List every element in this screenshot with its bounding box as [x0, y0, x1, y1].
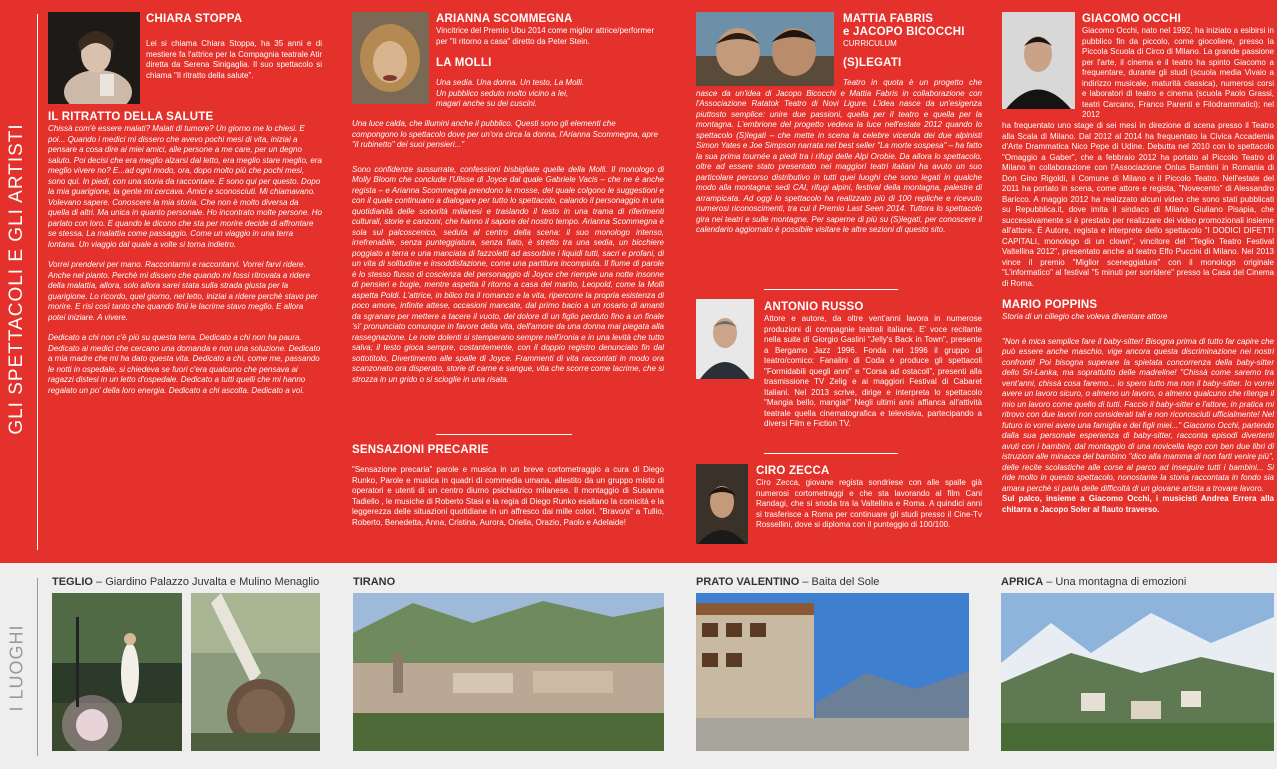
prato-valentino-photo — [696, 593, 969, 751]
aprica-photo — [1001, 593, 1274, 751]
giacomo-occhi-text-2: ha frequentato uno stage di sei mesi in direzione di scena presso il Teatro alla Scala di Milano. Dal 2012 al 2014 ha frequentato la Civica Accademia d'Arte Drammatica Nico Pepe di Udine. Debutta nel 2010 con lo spettacolo "Omaggio a Gaber", che a febbraio 2012 ha portato al Piccolo Teatro di Milano in collaborazione con l'Associazione Onlus Bambini in Romania di Don Gino Rigoldi, il Comune di Milano e il Piccolo Teatro. Nell'estate del 2011 ha portato in scena, come attore e regista, "Novecento" di Alessandro Baricco. A maggio 2012 ha realizzato alcuni video che sono stati pubblicati su Repubblica.it, dove imita il sindaco di Milano Giuliano Pisapia, che successivamente si è prestato per realizzare dei video promozionali insieme all'attore. È Autore, regista e interprete dello spettacolo "I DODICI DIFETTI CAPITALI, monologo di un clown", vincitore del "Teglio Teatro Festival Valtellina 2012", presentato anche al teatro Elfo Puccini di Milano. Nel 2013 vince il premio "Miglior sceneggiatura" con il monologo originale "L'informatico" al festival "5 minuti per sorridere" presso la Casa del Cinema di Roma. — [1002, 121, 1274, 288]
ciro-zecca-block — [756, 465, 982, 531]
sensazioni-precarie-text: "Sensazione precaria" parole e musica in un breve cortometraggio a cura di Diego Runko, Parole e musica in quadri di commedia umana, allestito da un gruppo misto di operatori e utenti di un centro diurno psichiatrico milanese. Il montaggio di Susanna Tadiello , le musiche di Roberto Stasi e la regia di Diego Runko esaltano la comicità e la leggerezza delle situazioni quotidiane in un affresco dai mille colori. "Bravo/a" a Tullio, Roberto, Benedetta, Anna, Cristina, Aurora, Oriella, Orazio, Paolo e Adelaide! — [352, 465, 664, 527]
artists-divider — [37, 14, 38, 550]
antonio-russo-name: ANTONIO RUSSO — [764, 301, 864, 313]
la-molli-text-block — [352, 119, 664, 385]
mattia-fabris-name: MATTIA FABRIS — [843, 13, 934, 25]
ciro-zecca-name: CIRO ZECCA — [756, 465, 830, 477]
chiara-stoppa-photo — [48, 12, 140, 104]
slegati-text-block — [696, 78, 982, 236]
place-label-aprica: APRICA – Una montagna di emozioni — [1001, 576, 1187, 588]
arianna-scommegna-bio-block — [436, 13, 664, 110]
fabris-bicocchi-photo — [696, 12, 834, 86]
separator-line — [436, 434, 572, 435]
teglio-garden-photo — [52, 593, 182, 751]
giacomo-occhi-photo — [1002, 12, 1075, 109]
ritratto-salute-text-3: Dedicato a chi non c'è più su questa terra. Dedicato a chi non ha paura. Dedicato ai medici che cercano una domanda e non una soluzione. Dedicato a mia madre che mi ha dato questa vita. Dedicato a chi, come me, passando le notti in ospedale, si chiedeva se fuori c'era qualcuno che pensava ai ragazzi distesi in un letto d'ospedale. Dedicato a tutti quelli che mi hanno regalato un po' della loro energia. Dedicato a chi ascolta. Dedicato a voi. — [48, 333, 321, 395]
giacomo-occhi-name: GIACOMO OCCHI — [1082, 13, 1182, 25]
antonio-russo-block — [764, 301, 982, 430]
arianna-scommegna-bio: Vincitrice del Premio Ubu 2014 come miglior attrice/performer per "Il ritorno a casa" diretto da Peter Stein. — [436, 26, 655, 46]
chiara-stoppa-bio-block — [146, 13, 322, 81]
places-divider — [37, 578, 38, 756]
sensazioni-precarie-block — [352, 444, 664, 528]
place-label-tirano: TIRANO — [353, 576, 396, 588]
la-molli-poem: Una sedia. Una donna. Un testo, La Molli. Un pubblico seduto molto vicino a lei, magari anche su dei cuscini. — [436, 78, 585, 108]
chiara-stoppa-bio: Lei si chiama Chiara Stoppa, ha 35 anni e di mestiere fa l'attrice per la Compagnia teatrale Atir diretta da Serena Sinigaglia. Il suo spettacolo si chiama "Il ritratto della salute". — [146, 39, 322, 80]
ciro-zecca-photo — [696, 464, 748, 544]
chiara-stoppa-show-block — [48, 111, 322, 396]
slegati-text: Teatro in quota è un progetto che nasce da un'idea di Jacopo Bicocchi e Mattia Fabris in collaborazione con l'Associazione Ratatok Teatro di Novi Ligure. L'idea nasce da un'esigenza piuttosto semplice: unire due passioni, quella per il teatro e quella per la montagna. L'embrione del progetto vedeva la luce nell'estate 2012 quando lo spettacolo (S)legati – che mette in scena la celebre vicenda dei due alpinisti Simon Yates e Joe Simpson narrata nel best seller "La morte sospesa" – ha fatto la sua prima tournée a piedi tra i rifugi delle Alpi Orobie. Da allora lo spettacolo, oltre ad essere stato presentato nei maggiori teatri italiani ha avuto un suo particolare percorso distributivo in tutti quei luoghi che sono legati in qualche modo alla montagna: sedi CAI, rifugi alpini, festival della montagna, palestre di arrampicata. Ad oggi lo spettacolo ha realizzato più di 100 repliche e ricevuto numerosi riconoscimenti, tra cui il Premio Last Seen 2014. Tuttora lo spettacolo gira nei teatri e sulle montagne. Per saperne di più su (S)legati, per conoscere il calendario aggiornato è possibile visitare le altre sezioni di questo sito. — [696, 78, 982, 234]
mario-poppins-title: MARIO POPPINS — [1002, 299, 1098, 311]
ritratto-salute-title: IL RITRATTO DELLA SALUTE — [48, 111, 214, 123]
place-label-prato-valentino: PRATO VALENTINO – Baita del Sole — [696, 576, 880, 588]
fabris-bicocchi-header — [843, 13, 983, 70]
jacopo-bicocchi-name: e JACOPO BICOCCHI — [843, 26, 965, 38]
artists-section-title: GLI SPETTACOLI E GLI ARTISTI — [6, 123, 27, 435]
chiara-stoppa-name: CHIARA STOPPA — [146, 13, 243, 25]
la-molli-text-1: Una luce calda, che illumini anche il pubblico. Questi sono gli elementi che compongono lo spettacolo dove per un'ora circa la donna, l'Arianna Scommegna, apre "il rubinetto" dei suoi pensieri..." — [352, 119, 658, 149]
la-molli-title: LA MOLLI — [436, 57, 492, 69]
giacomo-occhi-bio-block — [1082, 13, 1274, 121]
sensazioni-precarie-title: SENSAZIONI PRECARIE — [352, 444, 489, 456]
separator-line — [764, 453, 898, 454]
antonio-russo-photo — [696, 299, 754, 379]
curriculum-link[interactable]: CURRICULUM — [843, 39, 897, 48]
ritratto-salute-text-1: Chissà com'è essere malati? Malati di tumore? Un giorno me lo chiesi. E poi... Quando i medici mi dissero che avevo pochi mesi di vita, iniziai a pensare a cosa dire ai miei amici, alle persone a me care, per un degno saluto. Poi decisi che era meglio alzarsi dal letto, era meglio stare meglio, era meglio vivere no? E...ad ogni modo, ora, dopo molto più che pochi mesi, sono qui. In piedi, con una storia da raccontare. E sono qui per questo. Dopo la mia guarigione, la gente mi cercava. Amici e sconosciuti. Mi chiamavano. Volevano sapere. Conoscere la mia storia. Che non è molto diversa da quella di altri. Ma unica in quanto personale. Ho incontrato molte persone. Ho parlato con loro. E quando le dicono che sta per morire decide di affrontare se stessa. La malattia come passaggio. Come un viaggio in una terra lontana. Un viaggio dal quale a volte si torna indietro. — [48, 124, 322, 249]
antonio-russo-text: Attore e autore, da oltre vent'anni lavora in numerose produzioni di compagnie teatrali italiane. E' voce recitante nella suite di Giorgio Gaslini "Jelly's Back in Town", presente a Bergamo Jazz 1996. Fonda nel 1996 il gruppo di teatro/comico: Fanalini di Coda e produce gli spettacoli "Formidabili quegli anni" e "Corsa ad ostacoli", presenti alla trasmissione TV Zelig e ai maggiori Festival di Cabaret Italiani. Nel 2013 scrive, dirige e interpreta lo spettacolo "Mangia bello, mangia!" Negli ultimi anni affianca all'attività teatrale quella cinematografica e televisiva, partecipando a diversi Film e Fiction TV. — [764, 314, 982, 428]
places-section-title: I LUOGHI — [6, 624, 27, 712]
teglio-mill-photo — [191, 593, 320, 751]
place-label-teglio: TEGLIO – Giardino Palazzo Juvalta e Mulino Menaglio — [52, 576, 320, 588]
giacomo-occhi-text-1: Giacomo Occhi, nato nel 1992, ha iniziato a esibirsi in pubblico fin da piccolo, come giocoliere, presso la Piccola Scuola di Circo di Milano. La grande passione per l'arte, il cinema e il teatro ha spinto Giacomo a frequentare, durante gli studi (scuola media Vivaio a indirizzo musicale, maturità classica), numerosi corsi e laboratori di teatro e cinema (scuola Paolo Grassi, teatri Carcano, Franco Parenti e Filodrammatici); nel 2012 — [1082, 26, 1274, 119]
tirano-photo — [353, 593, 664, 751]
arianna-scommegna-name: ARIANNA SCOMMEGNA — [436, 13, 573, 25]
mario-poppins-closing: Sul palco, insieme a Giacomo Occhi, i musicisti Andrea Errera alla chitarra e Jacopo Soler al flauto traverso. — [1002, 494, 1274, 514]
separator-line — [764, 289, 898, 290]
ciro-zecca-text: Ciro Zecca, giovane regista sondriese con alle spalle già numerosi cortometraggi e che sta lavorando al film Cani Randagi, che si snoda tra la Valtellina e Roma. A quindici anni si trasferisce a Roma per continuare gli studi presso il Cine-Tv Rossellini, dove si diploma con il punteggio di 100/100. — [756, 478, 982, 529]
ritratto-salute-text-2: Vorrei prendervi per mano. Raccontarmi e raccontarvi. Vorrei farvi ridere. Anche nel pianto. Perchè mi dissero che quando mi fossi ritrovata a ridere della malattia, allora, solo allora sarei stata sulla strada giusta per la guarigione. Lo ricordo, quel giorno, nel letto, iniziai a ridere perchè stavo per morire. E risi così tanto che quando finii le lacrime stavo meglio. E allora potei iniziare. A vivere. — [48, 260, 318, 322]
mario-poppins-text: "Non è mica semplice fare il baby-sitter! Bisogna prima di tutto far capire che può essere anche maschio, vige ancora questa discriminazione nei nostri confronti! Poi bisogna superare la spietata concorrenza della baby-sitter dello Sri-Lanka, ma soprattutto delle madreline! "Chissà come saremo tra vent'anni, chissà cosa faremo... io spero tutto ma non il baby-sitter. Io vorrei avere un lavoro sicuro, o almeno un lavoro, o almeno qualcuno che ritenga il mio un lavoro come quello di tutti. Faccio il baby-sitter e l'attore, in pratica mi ritrovo con due lavori non considerati tali e non riconosciuti ufficialmente! Nel futuro io vorrei avere una famiglia e dei figli miei..." Giacomo Occhi, partendo dalla sua personale esperienza di baby-sitter, racconta episodi divertenti avuti con i bambini, dal montaggio di una novicella lego con ben due libri di istruzioni alle minacce del bambino "dico alla mamma di non farti venire più", delle recite scolastiche alle corse al parco ad inseguire tutti i bambini... Si ride molto in questo spettacolo, nonostante la storia raccontata in fondo sia amara perchè si parla delle difficoltà di un giovane artista a trovare lavoro. — [1002, 336, 1274, 493]
la-molli-text-2: Sono confidenze sussurrate, confessioni bisbigliate quelle della Molli. Il monologo di Molly Bloom che conclude l'Ulisse di Joyce dal quale Gabriele Vacis – che ne è anche regista – e Arianna Scommegna prendono le mosse, del quale colgono le suggestioni e con il quale continuano a dialogare per tutto lo spettacolo, calando il personaggio in una quotidianità delle sonorità milanesi e traslando il testo in una trama di riferimenti culturali, storie e canzoni, che hanno il sapore del nostro tempo. Arianna Scommegna è sola sul palcoscenico, seduta al centro della scena: il suo monologo intenso, irrefrenabile, senza punteggiatura, senza fiato, è stretto tra una sedia, un bicchiere poggiato a terra e una manciata di fazzoletti ad assorbire i liquidi tutti, sacri e profani, di un vita di solitudine e insoddisfazione, come una partitura incompiuta. Il fiume di parole è lo stesso flusso di coscienza del personaggio di Joyce che riempie una notte insonne di pensieri e bugie, mentre aspetta il ritorno a casa del marito, Leopold, come la Molli aspetta Poldi. L'attrice, in bilico tra il romanzo e la vita, ripercorre la propria esistenza di poco amore, infinite attese, occasioni mancate, dal primo bacio a un rosario di amanti da sgranare per mettere a tacere il vuoto, del dolore di un figlio perduto fino a un finale 'sì' pronunciato comunque in favore della vita, dell'amore da una donna mai piegata alla rassegnazione. Le note dolenti si stemperano sempre nell'ironia e in una levità che tutto salva; il testo gioca sempre, costantemente, con il doppio registro denunciato fin dal sottotitolo, Divertimento alle spalle di Joyce. Frammenti di vita raccontati in modo ora scanzonato ora disperato, storie di carne e sangue, vita che scorre come lacrime, che si strozza in un grido o si scioglie in una risata. — [352, 164, 664, 384]
arianna-scommegna-photo — [352, 12, 429, 104]
mario-poppins-subtitle: Storia di un ciliegio che voleva diventare attore — [1002, 312, 1168, 321]
slegati-title: (S)LEGATI — [843, 57, 902, 69]
giacomo-occhi-bio-continued — [1002, 121, 1274, 515]
